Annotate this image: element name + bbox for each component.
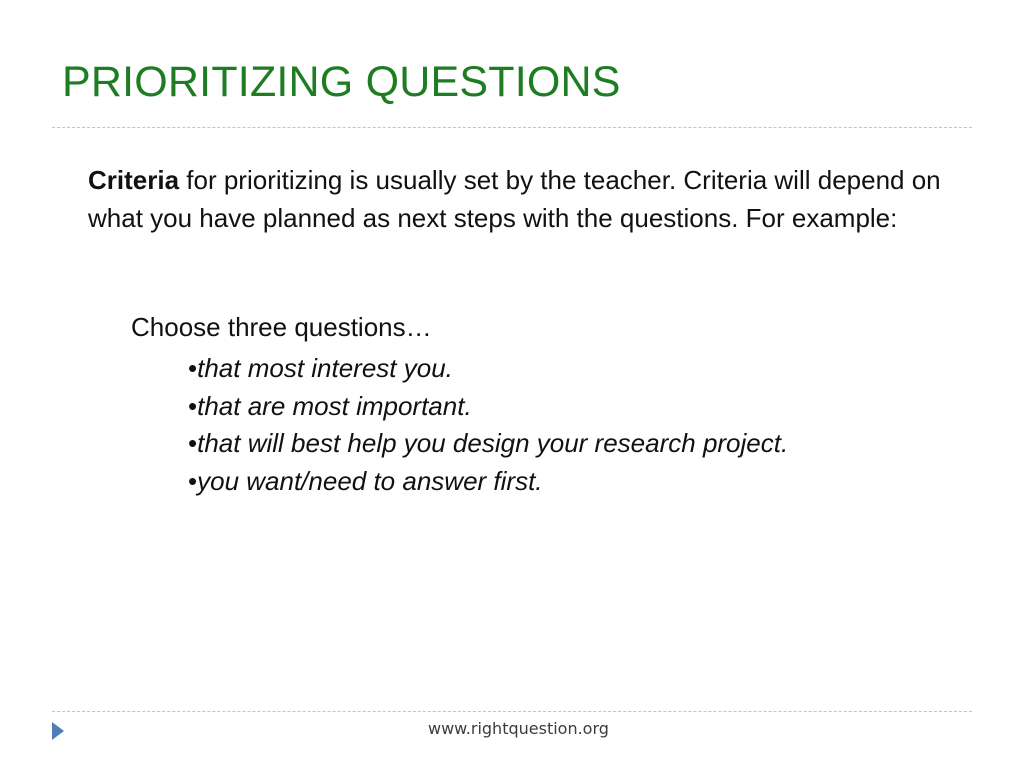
list-item xyxy=(188,463,788,501)
slide-title: PRIORITIZING QUESTIONS xyxy=(62,58,621,106)
list-item-text: you want/need to answer first. xyxy=(197,465,543,496)
intro-paragraph xyxy=(88,162,948,237)
footer-url: www.rightquestion.org xyxy=(428,719,609,738)
list-item-text: that most interest you. xyxy=(197,353,453,383)
bullet-marker: • xyxy=(188,428,198,458)
triangle-right-icon[interactable] xyxy=(51,721,65,741)
list-item xyxy=(188,425,788,463)
intro-text: for prioritizing is usually set by the teacher. Criteria will depend on what you have planned as next steps with the questions. For example: xyxy=(88,165,941,233)
lead-line: Choose three questions… xyxy=(131,312,432,342)
footer-divider xyxy=(52,711,972,712)
bullet-marker: • xyxy=(188,353,198,383)
bullet-marker: • xyxy=(188,390,198,421)
list-item-text: that are most important. xyxy=(197,390,472,421)
title-divider xyxy=(52,127,972,128)
list-item xyxy=(188,350,788,388)
criteria-list xyxy=(188,350,788,500)
bullet-marker: • xyxy=(188,465,198,496)
list-item xyxy=(188,388,788,426)
list-item-text: that will best help you design your research project. xyxy=(197,428,789,458)
criteria-label: Criteria xyxy=(88,165,180,195)
